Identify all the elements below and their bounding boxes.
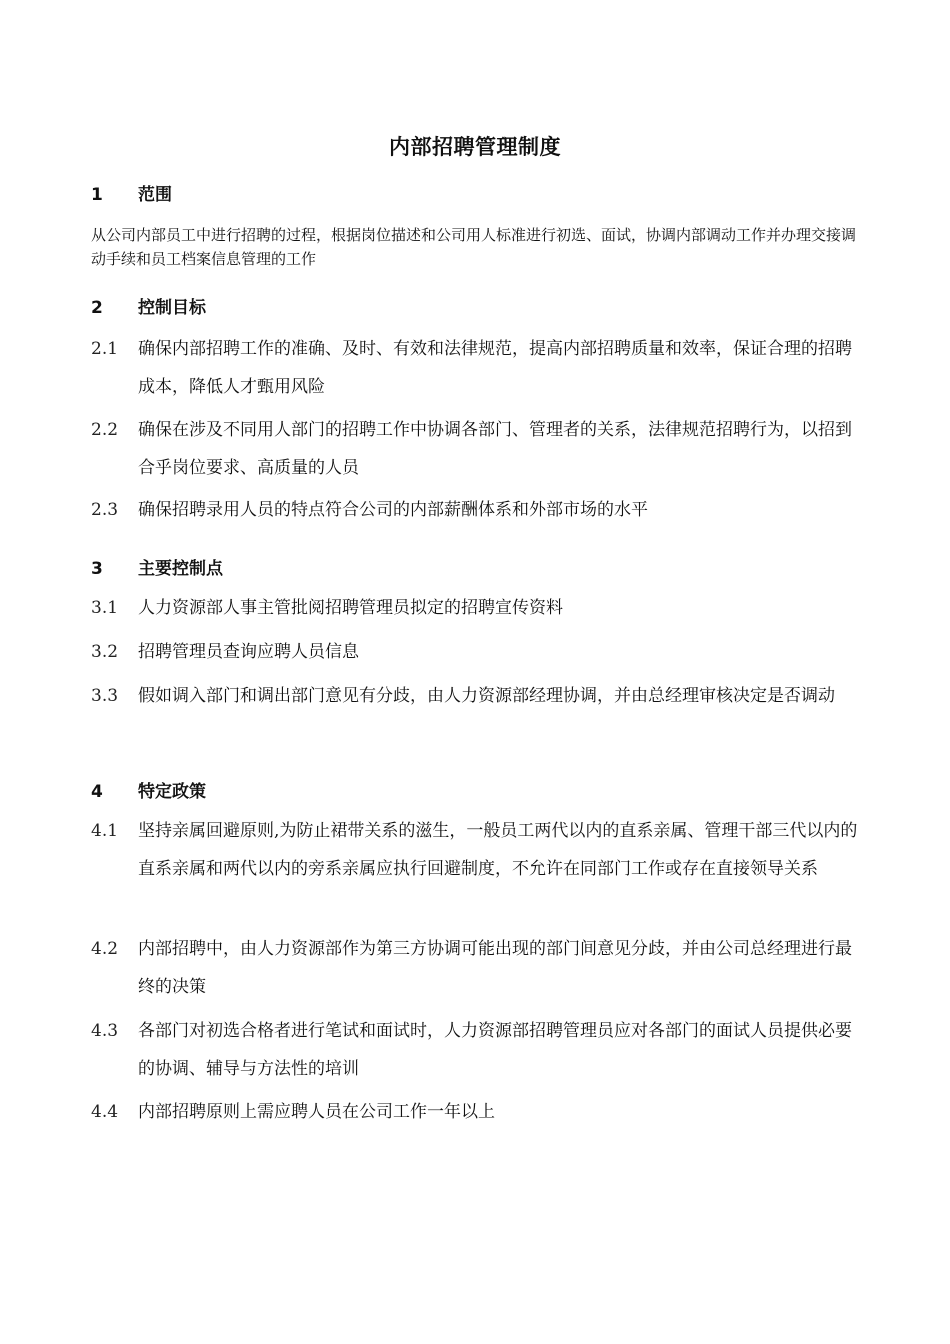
list-item [91,589,866,627]
item-text: 确保内部招聘工作的准确、及时、有效和法律规范，提高内部招聘质量和效率，保证合理的招聘成本，降低人才甄用风险 [138,339,852,397]
section-title: 特定政策 [138,782,206,802]
list-item [91,633,866,671]
item-text: 招聘管理员查询应聘人员信息 [138,642,359,662]
list-item [91,930,866,1006]
item-text: 各部门对初选合格者进行笔试和面试时，人力资源部招聘管理员应对各部门的面试人员提供必要的协调、辅导与方法性的培训 [138,1021,852,1079]
item-text: 内部招聘原则上需应聘人员在公司工作一年以上 [138,1102,495,1122]
item-text: 确保招聘录用人员的特点符合公司的内部薪酬体系和外部市场的水平 [138,500,648,520]
list-item [91,491,866,529]
section-heading-control-objectives [91,293,206,318]
item-number: 3.3 [91,686,119,706]
item-number: 2.3 [91,500,119,520]
list-item [91,1093,866,1131]
item-text: 内部招聘中，由人力资源部作为第三方协调可能出现的部门间意见分歧，并由公司总经理进行最终的决策 [138,939,852,997]
section-title: 范围 [138,185,172,205]
list-item [91,812,866,888]
item-text: 坚持亲属回避原则,为防止裙带关系的滋生，一般员工两代以内的直系亲属、管理干部三代以内的直系亲属和两代以内的旁系亲属应执行回避制度，不允许在同部门工作或存在直接领导关系 [138,821,858,879]
item-number: 2.1 [91,339,119,359]
list-item [91,677,866,715]
document-title: 内部招聘管理制度 [389,135,561,159]
item-number: 3.1 [91,598,119,618]
item-text: 假如调入部门和调出部门意见有分歧，由人力资源部经理协调，并由总经理审核决定是否调动 [138,686,835,706]
list-item [91,1012,866,1088]
section-heading-key-control-points [91,554,223,579]
item-number: 4.2 [91,939,119,959]
section-heading-specific-policies [91,777,206,802]
item-text: 确保在涉及不同用人部门的招聘工作中协调各部门、管理者的关系，法律规范招聘行为，以招到合乎岗位要求、高质量的人员 [138,420,852,478]
item-number: 4.1 [91,821,119,841]
item-text: 人力资源部人事主管批阅招聘管理员拟定的招聘宣传资料 [138,598,563,618]
section-number: 1 [91,185,103,205]
section-title: 主要控制点 [138,559,223,579]
item-number: 4.4 [91,1102,119,1122]
scope-paragraph: 从公司内部员工中进行招聘的过程，根据岗位描述和公司用人标准进行初选、面试，协调内部调动工作并办理交接调动手续和员工档案信息管理的工作 [91,226,857,268]
section-number: 2 [91,298,103,318]
section-number: 4 [91,782,103,802]
section-title: 控制目标 [138,298,206,318]
list-item [91,330,866,406]
section-number: 3 [91,559,103,579]
item-number: 4.3 [91,1021,119,1041]
item-number: 3.2 [91,642,119,662]
item-number: 2.2 [91,420,119,440]
section-heading-scope [91,180,172,205]
list-item [91,411,866,487]
